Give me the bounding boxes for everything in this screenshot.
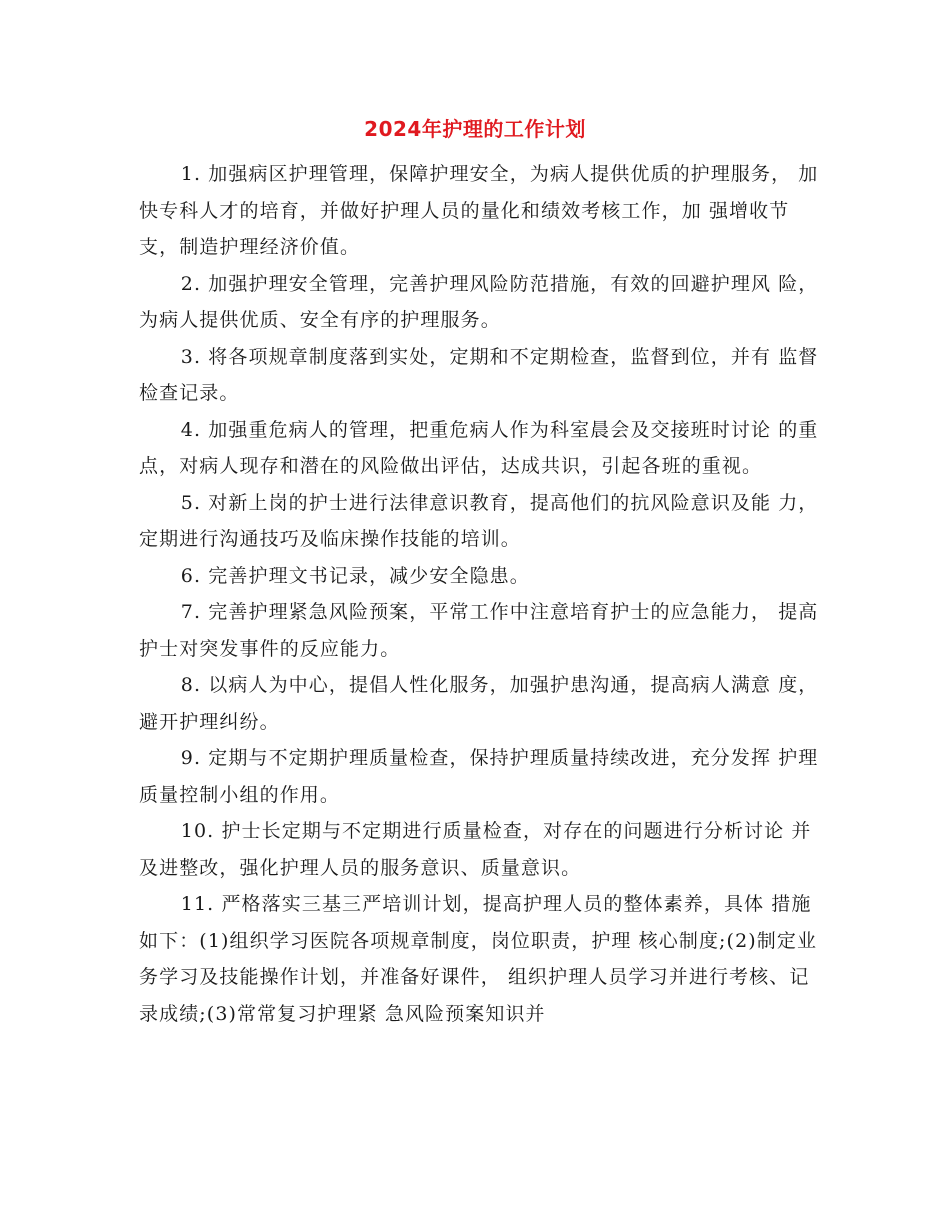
paragraph-8: 8. 以病人为中心，提倡人性化服务，加强护患沟通，提高病人满意 度，避开护理纠纷。 bbox=[139, 674, 819, 733]
paragraph-3: 3. 将各项规章制度落到实处，定期和不定期检查，监督到位，并有 监督检查记录。 bbox=[139, 345, 819, 404]
paragraph-5: 5. 对新上岗的护士进行法律意识教育，提高他们的抗风险意识及能 力，定期进行沟通技巧及临床操作技能的培训。 bbox=[139, 491, 819, 550]
paragraph-2: 2. 加强护理安全管理，完善护理风险防范措施，有效的回避护理风 险，为病人提供优质、安全有序的护理服务。 bbox=[139, 272, 819, 331]
paragraph-6: 6. 完善护理文书记录，减少安全隐患。 bbox=[180, 564, 530, 587]
paragraph-11: 11. 严格落实三基三严培训计划，提高护理人员的整体素养，具体 措施如下：(1)组织学习医院各项规章制度，岗位职责，护理 核心制度;(2)制定业务学习及技能操作计划，并准备好课件， 组织护理人员学习并进行考核、记录成绩;(3)常常复习护理紧 急风险预案知识并 bbox=[139, 893, 818, 1025]
paragraph-4: 4. 加强重危病人的管理，把重危病人作为科室晨会及交接班时讨论 的重点，对病人现存和潜在的风险做出评估，达成共识，引起各班的重视。 bbox=[139, 418, 819, 477]
document-title: 2024年护理的工作计划 bbox=[364, 117, 586, 141]
document-body bbox=[139, 156, 819, 1032]
paragraph-10: 10. 护士长定期与不定期进行质量检查，对存在的问题进行分析讨论 并及进整改，强化护理人员的服务意识、质量意识。 bbox=[139, 820, 812, 879]
paragraph-9: 9. 定期与不定期护理质量检查，保持护理质量持续改进，充分发挥 护理质量控制小组的作用。 bbox=[139, 747, 819, 806]
paragraph-1: 1. 加强病区护理管理，保障护理安全，为病人提供优质的护理服务， 加快专科人才的培育，并做好护理人员的量化和绩效考核工作，加 强增收节支，制造护理经济价值。 bbox=[139, 163, 819, 258]
paragraph-7: 7. 完善护理紧急风险预案，平常工作中注意培育护士的应急能力， 提高护士对突发事件的反应能力。 bbox=[139, 601, 819, 660]
